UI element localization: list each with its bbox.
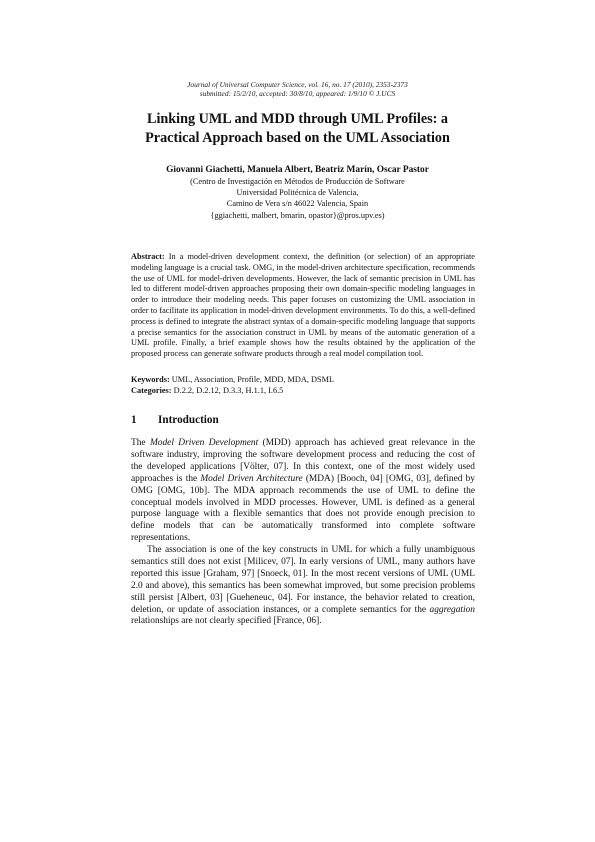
abstract-text: In a model-driven development context, the definition (or selection) of an appropriate modeling language is a crucial task. OMG, in the model-driven architecture specification, recommends the use of UML for model-driven developments. However, the lack of semantic precision in UML has led to different model-driven approaches proposing their own domain-specific modeling languages in order to introduce their modeling needs. This paper focuses on customizing the UML association in order to facilitate its application in model-driven development environments. To do this, a well-defined process is defined to integrate the abstract syntax of a domain-specific modeling language that supports a precise semantics for the association construct in UML by means of the automatic generation of a UML profile. Finally, a brief example shows how the results obtained by the application of the proposed process can generate software products through a real model compilation tool. xyxy=(131,252,475,359)
paper-title xyxy=(120,110,475,147)
keywords-label: Keywords: xyxy=(131,375,170,384)
keywords xyxy=(131,375,475,386)
journal-citation: Journal of Universal Computer Science, vol. 16, no. 17 (2010), 2353-2373 xyxy=(187,80,408,89)
text-run: (MDA) [Booch, 04] [OMG, 03], defined by OMG [OMG, 10b]. The MDA approach recommends the use of UML to define the conceptual models involved in MDD processes. However, UML is defined as a general purpose language with a flexible semantics that does not provide enough precision to define models that can be automatically transformed into complete software representations. xyxy=(131,473,475,544)
section-number: 1 xyxy=(131,414,137,426)
text-run: relationships are not clearly specified [France, 06]. xyxy=(131,616,322,627)
journal-header xyxy=(130,80,465,99)
emphasis: Model Driven Architecture xyxy=(200,473,303,484)
paragraph xyxy=(131,438,475,545)
title-line-2: Practical Approach based on the UML Association xyxy=(145,129,450,146)
abstract-label: Abstract: xyxy=(131,252,165,261)
submission-dates: submitted: 15/2/10, accepted: 30/8/10, appeared: 1/9/10 © J.UCS xyxy=(199,89,396,99)
categories xyxy=(131,386,475,397)
text-run: (MDD) approach has achieved great relevance in the software industry, improving the software development process and reducing the cost of the developed applications [Völter, 07]. In this context, one of the most widely used approaches is the xyxy=(131,438,475,484)
affiliation-line-2: Universidad Politécnica de Valencia, xyxy=(236,188,359,198)
affiliation xyxy=(120,176,475,221)
title-line-1: Linking UML and MDD through UML Profiles: a xyxy=(147,111,448,127)
affiliation-line-3: Camino de Vera s/n 46022 Valencia, Spain xyxy=(226,199,369,209)
text-run: The association is one of the key constructs in UML for which a fully unambiguous semantics still does not exist [Milicev, 07]. In early versions of UML, many authors have reported this issue [Graham, 97] [Snoeck, 01]. In the most recent versions of UML (UML 2.0 and above), this semantics has been somewhat improved, but some precision problems still persist [Albert, 03] [Gueheneuc, 04]. For instance, the behavior related to creation, deletion, or update of association instances, or a complete semantics for the xyxy=(131,545,475,615)
author-emails: {ggiachetti, malbert, bmarin, opastor}@pros.upv.es) xyxy=(210,210,385,220)
author-list: Giovanni Giachetti, Manuela Albert, Beatriz Marín, Oscar Pastor xyxy=(166,165,429,175)
affiliation-line-1: (Centro de Investigación en Métodos de Producción de Software xyxy=(190,177,405,186)
categories-label: Categories: xyxy=(131,386,172,395)
keywords-text: UML, Association, Profile, MDD, MDA, DSML xyxy=(171,375,335,384)
text-run: The xyxy=(131,438,150,448)
emphasis: Model Driven Development xyxy=(149,438,259,448)
paragraph xyxy=(131,545,475,628)
section-heading xyxy=(131,413,475,427)
emphasis: aggregation xyxy=(429,604,475,615)
categories-text: D.2.2, D.2.12, D.3.3, H.1.1, I.6.5 xyxy=(173,386,284,395)
abstract xyxy=(131,252,475,360)
section-title: Introduction xyxy=(158,414,219,426)
